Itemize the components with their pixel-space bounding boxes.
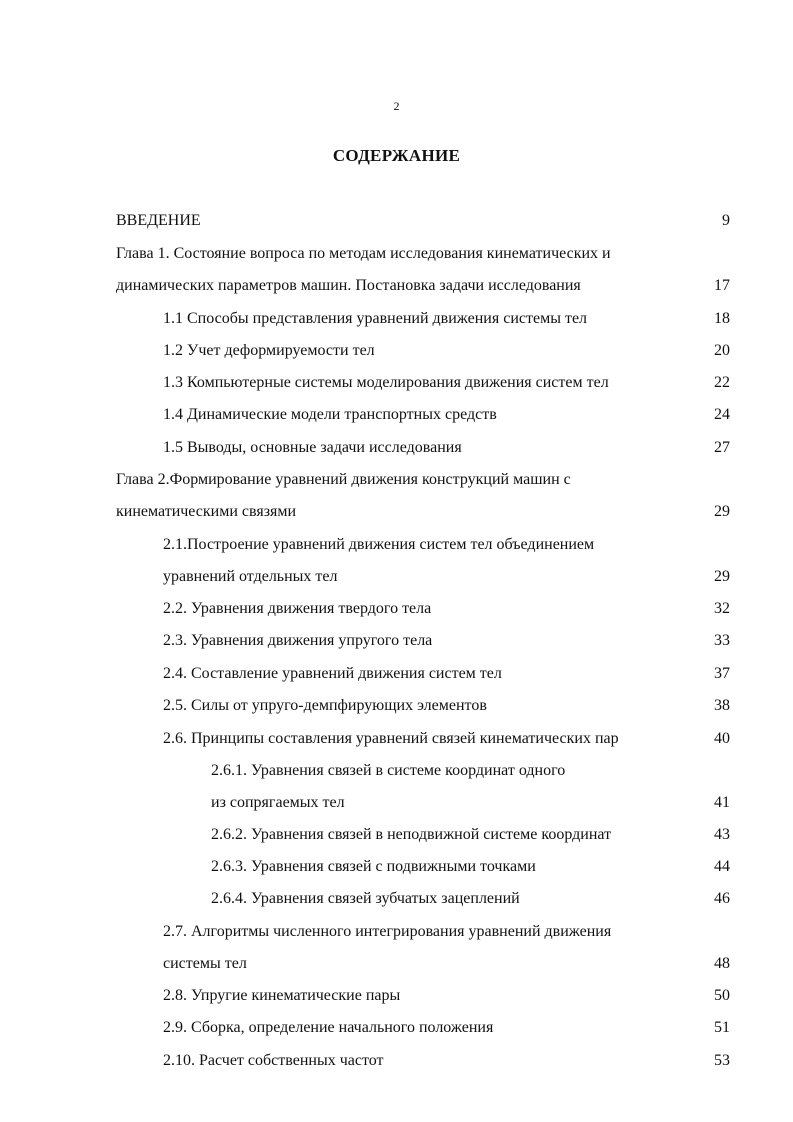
toc-entry-chapter-2: Глава 2.Формирование уравнений движения конструкций машин с xyxy=(116,471,571,488)
page-title: СОДЕРЖАНИЕ xyxy=(332,146,461,165)
toc-entry-2-6: 2.6. Принципы составления уравнений связей кинематических пар xyxy=(163,730,619,747)
toc-page-2-6-4: 46 xyxy=(714,890,730,907)
toc-page-2-5: 38 xyxy=(714,697,730,714)
toc-entry-2-10: 2.10. Расчет собственных частот xyxy=(163,1052,384,1069)
toc-entry-1-1: 1.1 Способы представления уравнений движения системы тел xyxy=(163,310,588,327)
toc-entry-2-6-4: 2.6.4. Уравнения связей зубчатых зацеплений xyxy=(211,890,520,907)
toc-entry-1-2: 1.2 Учет деформируемости тел xyxy=(163,342,375,359)
toc-entry-1-3: 1.3 Компьютерные системы моделирования движения систем тел xyxy=(163,374,609,391)
toc-page-1-5: 27 xyxy=(714,439,730,456)
toc-page-2-1: 29 xyxy=(714,568,730,585)
toc-page-2-3: 33 xyxy=(714,632,730,649)
page-number: 2 xyxy=(393,99,400,113)
toc-page-2-2: 32 xyxy=(714,600,730,617)
toc-entry-2-1-cont: уравнений отдельных тел xyxy=(163,568,338,585)
toc-page-2-6-2: 43 xyxy=(714,826,730,843)
toc-entry-2-2: 2.2. Уравнения движения твердого тела xyxy=(163,600,432,617)
toc-page-1-1: 18 xyxy=(714,310,730,327)
toc-page-2-6-1: 41 xyxy=(714,794,730,811)
toc-page-1-3: 22 xyxy=(714,374,730,391)
toc-entry-intro: ВВЕДЕНИЕ xyxy=(116,212,201,229)
toc-page-chapter-2: 29 xyxy=(714,503,730,520)
toc-entry-1-5: 1.5 Выводы, основные задачи исследования xyxy=(163,439,462,456)
toc-page-2-6-3: 44 xyxy=(714,858,730,875)
toc-entry-2-4: 2.4. Составление уравнений движения систем тел xyxy=(163,665,502,682)
toc-page-2-7: 48 xyxy=(714,955,730,972)
toc-entry-1-4: 1.4 Динамические модели транспортных средств xyxy=(163,406,497,423)
toc-entry-chapter-1-cont: динамических параметров машин. Постановка задачи исследования xyxy=(116,277,581,294)
toc-entry-2-6-1: 2.6.1. Уравнения связей в системе координат одного xyxy=(211,762,566,779)
toc-entry-2-5: 2.5. Силы от упруго-демпфирующих элементов xyxy=(163,697,487,714)
toc-entry-2-6-2: 2.6.2. Уравнения связей в неподвижной системе координат xyxy=(211,826,612,843)
toc-page-1-2: 20 xyxy=(714,342,730,359)
toc-page-2-9: 51 xyxy=(714,1019,730,1036)
toc-entry-2-3: 2.3. Уравнения движения упругого тела xyxy=(163,632,433,649)
toc-entry-2-9: 2.9. Сборка, определение начального положения xyxy=(163,1019,494,1036)
toc-page-intro: 9 xyxy=(722,212,730,229)
toc-page-1-4: 24 xyxy=(714,406,730,423)
toc-page-2-10: 53 xyxy=(714,1052,730,1069)
toc-page-2-6: 40 xyxy=(714,730,730,747)
toc-entry-2-6-1-cont: из сопрягаемых тел xyxy=(211,794,345,811)
toc-entry-2-8: 2.8. Упругие кинематические пары xyxy=(163,987,401,1004)
toc-page-chapter-1: 17 xyxy=(714,277,730,294)
toc-entry-2-6-3: 2.6.3. Уравнения связей с подвижными точками xyxy=(211,858,536,875)
toc-entry-2-7: 2.7. Алгоритмы численного интегрирования уравнений движения xyxy=(163,923,612,940)
toc-entry-chapter-1: Глава 1. Состояние вопроса по методам исследования кинематических и xyxy=(116,245,611,262)
toc-page-2-4: 37 xyxy=(714,665,730,682)
toc-entry-chapter-2-cont: кинематическими связями xyxy=(116,503,297,520)
toc-page-2-8: 50 xyxy=(714,987,730,1004)
toc-entry-2-1: 2.1.Построение уравнений движения систем тел объединением xyxy=(163,536,595,553)
toc-entry-2-7-cont: системы тел xyxy=(163,955,247,972)
